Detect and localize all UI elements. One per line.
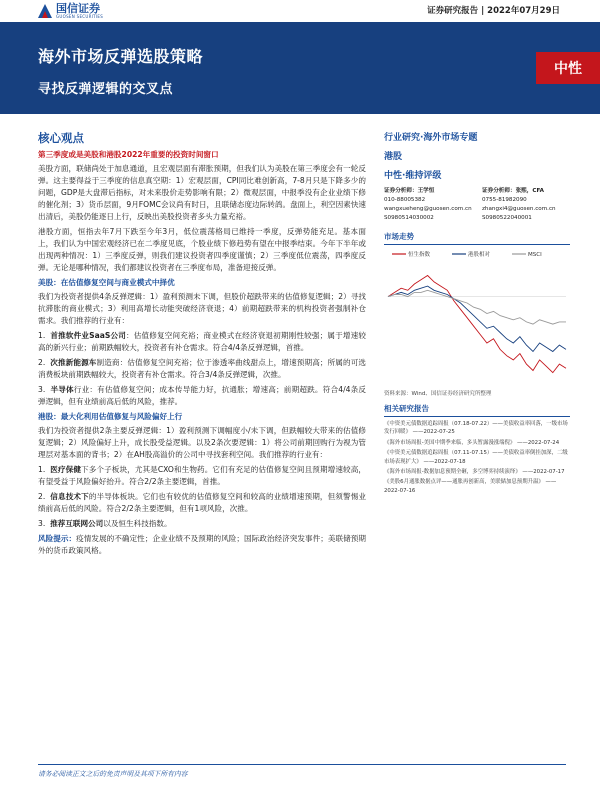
- title-banner: [0, 22, 600, 114]
- chart-source: 资料来源：Wind、国信证券经济研究所整理: [384, 391, 492, 397]
- us-item-1: 1. 首推软件业SaaS公司：估值修复空间充裕；商业模式在经济衰退初期刚性较强；属于增速较高的新兴行业；前期跌幅较大，投资者有补仓需求。符合4/4条反弹逻辑，首推。: [38, 331, 367, 352]
- hk-section-heading: 港股：最大化利用估值修复与风险偏好上行: [38, 412, 183, 421]
- core-subheading: 第三季度或是美股和港股2022年重要的投资时间窗口: [38, 150, 219, 159]
- hk-paragraph: 港股方面，恒指去年7月下跌至今年3月，低位震荡格局已维持一季度，反弹势能充足。基本面上，我们认为中国宏观经济已在二季度见底，个股业绩下修趋势有望在中报季结束。今年下半年或出现两种情况：1）三季度反弹，则我们建议投资者四季度谨慎；2）三季度低位震荡，四季度反弹。无论是哪种情况，我们都建议投资者在三季度布局，准备迎接反弹。: [38, 227, 366, 272]
- related-item[interactable]: 《海外市场周报-美国中期季来临，多头暂露漫涨端倪》 ——2022-07-24: [384, 439, 560, 446]
- hk-item-3: 3. 推荐互联网公司以及恒生科技指数。: [38, 519, 172, 528]
- footer-note: 请务必阅读正文之后的免责声明及其项下所有内容: [38, 770, 188, 778]
- related-item[interactable]: 《中资美元债数据追踪周报（07.18-07.22）——美债收益率回落，一级市场发行回暖》 ——2022-07-25: [384, 421, 568, 436]
- analyst-block: [384, 187, 570, 223]
- related-title: 相关研究报告: [384, 403, 570, 417]
- us-paragraph: 美股方面，联储尚处于加息通道，且宏观层面有滞胀预期，但我们认为美股在第三季度会有一轮反弹。这主要得益于三季度的信息真空期：1）宏观层面，CPI同比难创新高，7-8月只是下降多少的问题，GDP是大盘滞后指标，对未来股价走势影响有限；2）微观层面，中报季没有企业业绩下修的催化剂；3）货币层面，9月FOMC会议尚有时日，且联储态度边际转鸽。盘面上，利空因素快速出清后，美股仍能逐日上行，反映出美股投资者多头力量充裕。: [38, 164, 367, 221]
- report-info: 证券研究报告 | 2022年07月29日: [427, 6, 560, 16]
- top-bar: [0, 0, 600, 22]
- core-heading: 核心观点: [38, 131, 84, 145]
- market-chart: [384, 247, 570, 387]
- us-item-2: 2. 次推新能源车制造商：估值修复空间充裕；位于渗透率曲线甜点上，增速预期高；所属的可选消费板块前期跌幅较大，投资者有补仓需求。符合3/4条反弹逻辑，次推。: [38, 358, 366, 379]
- legend-label: 恒生指数: [408, 252, 431, 258]
- sidebar: [384, 130, 570, 497]
- legend-label: 港股相对: [468, 252, 491, 258]
- market-chart-svg: [384, 247, 570, 387]
- analyst-1: 证券分析师：王学恒 010-88005382 wangxueheng@guosen.com.cn S0980514030002: [384, 188, 472, 221]
- core-column: [38, 130, 366, 560]
- hk-item-2: 2. 信息技术下的半导体板块。它们也有较优的估值修复空间和较高的业绩增速预期，但须警惕业绩前高后低的风险。符合2/2条主要逻辑，但有1项风险，次推。: [38, 492, 366, 513]
- series-line: [388, 286, 566, 351]
- sidebar-market: 港股: [384, 152, 403, 162]
- guosen-logo-icon: [38, 4, 52, 18]
- report-title: 海外市场反弹选股策略: [38, 47, 204, 66]
- us-item-3: 3. 半导体行业：有估值修复空间；成本传导能力好，抗通胀；增速高；前期超跌。符合4/4条反弹逻辑，但有业绩前高后低的风险，推荐。: [38, 385, 367, 406]
- report-subtitle: 寻找反弹逻辑的交叉点: [38, 82, 174, 97]
- rating-tag: 中性: [536, 52, 600, 84]
- logo-en: GUOSEN SECURITIES: [56, 14, 104, 19]
- related-item[interactable]: 《中资美元债数据追踪周报（07.11-07.15）——美债收益率倒挂加深，二级市场表现扩大》 ——2022-07-18: [384, 450, 568, 465]
- hk-logic-paragraph: 我们为投资者提供2条主要反弹逻辑：1）盈利预测下调幅度小/未下调，但跌幅较大带来的估值修复逻辑；2）风险偏好上升，成长股受益逻辑。以及2条次要逻辑：1）将公司前期回购行为视为管理层对基本面的背书；2）在AH股高溢价的公司中寻找套利空间。我们推荐的行业有：: [38, 426, 366, 459]
- legend-label: MSCI: [528, 252, 542, 258]
- footer-divider: [38, 764, 566, 765]
- sidebar-category: 行业研究·海外市场专题: [384, 133, 478, 143]
- related-item[interactable]: 《美股6月通胀数据点评——通胀再创新高，美联储加息预期升温》 ——2022-07-16: [384, 479, 557, 494]
- logo-cn: 国信证券: [56, 2, 100, 15]
- logo: [38, 0, 103, 22]
- us-logic-paragraph: 我们为投资者提供4条反弹逻辑：1）盈利预测未下调，但股价超跌带来的估值修复逻辑；2）寻找抗滞胀的商业模式；3）利用高增长动能突破经济衰退；4）前期超跌带来的机构投资者强制补仓需求。我们推荐的行业有：: [38, 292, 366, 325]
- analyst-2: 证券分析师：张熙，CFA 0755-81982090 zhangxi4@guosen.com.cn S0980522040001: [482, 188, 556, 221]
- risk-warning: 风险提示：疫情发展的不确定性；企业业绩不及预期的风险；国际政治经济突发事件；美联储预期外的货币政策风格。: [38, 534, 367, 555]
- us-section-heading: 美股：在估值修复空间与商业模式中择优: [38, 278, 175, 287]
- chart-title: 市场走势: [384, 231, 570, 245]
- sidebar-rating: 中性·维持评级: [384, 171, 442, 181]
- related-item[interactable]: 《海外市场周报-数据加息预期全砸，多空博弈持续演绎》 ——2022-07-17: [384, 469, 565, 476]
- hk-item-1: 1. 医疗保健下多个子板块，尤其是CXO和生物药。它们有充足的估值修复空间且预期增速较高，有望受益于风险偏好抬升。符合2/2条主要逻辑，首推。: [38, 465, 367, 486]
